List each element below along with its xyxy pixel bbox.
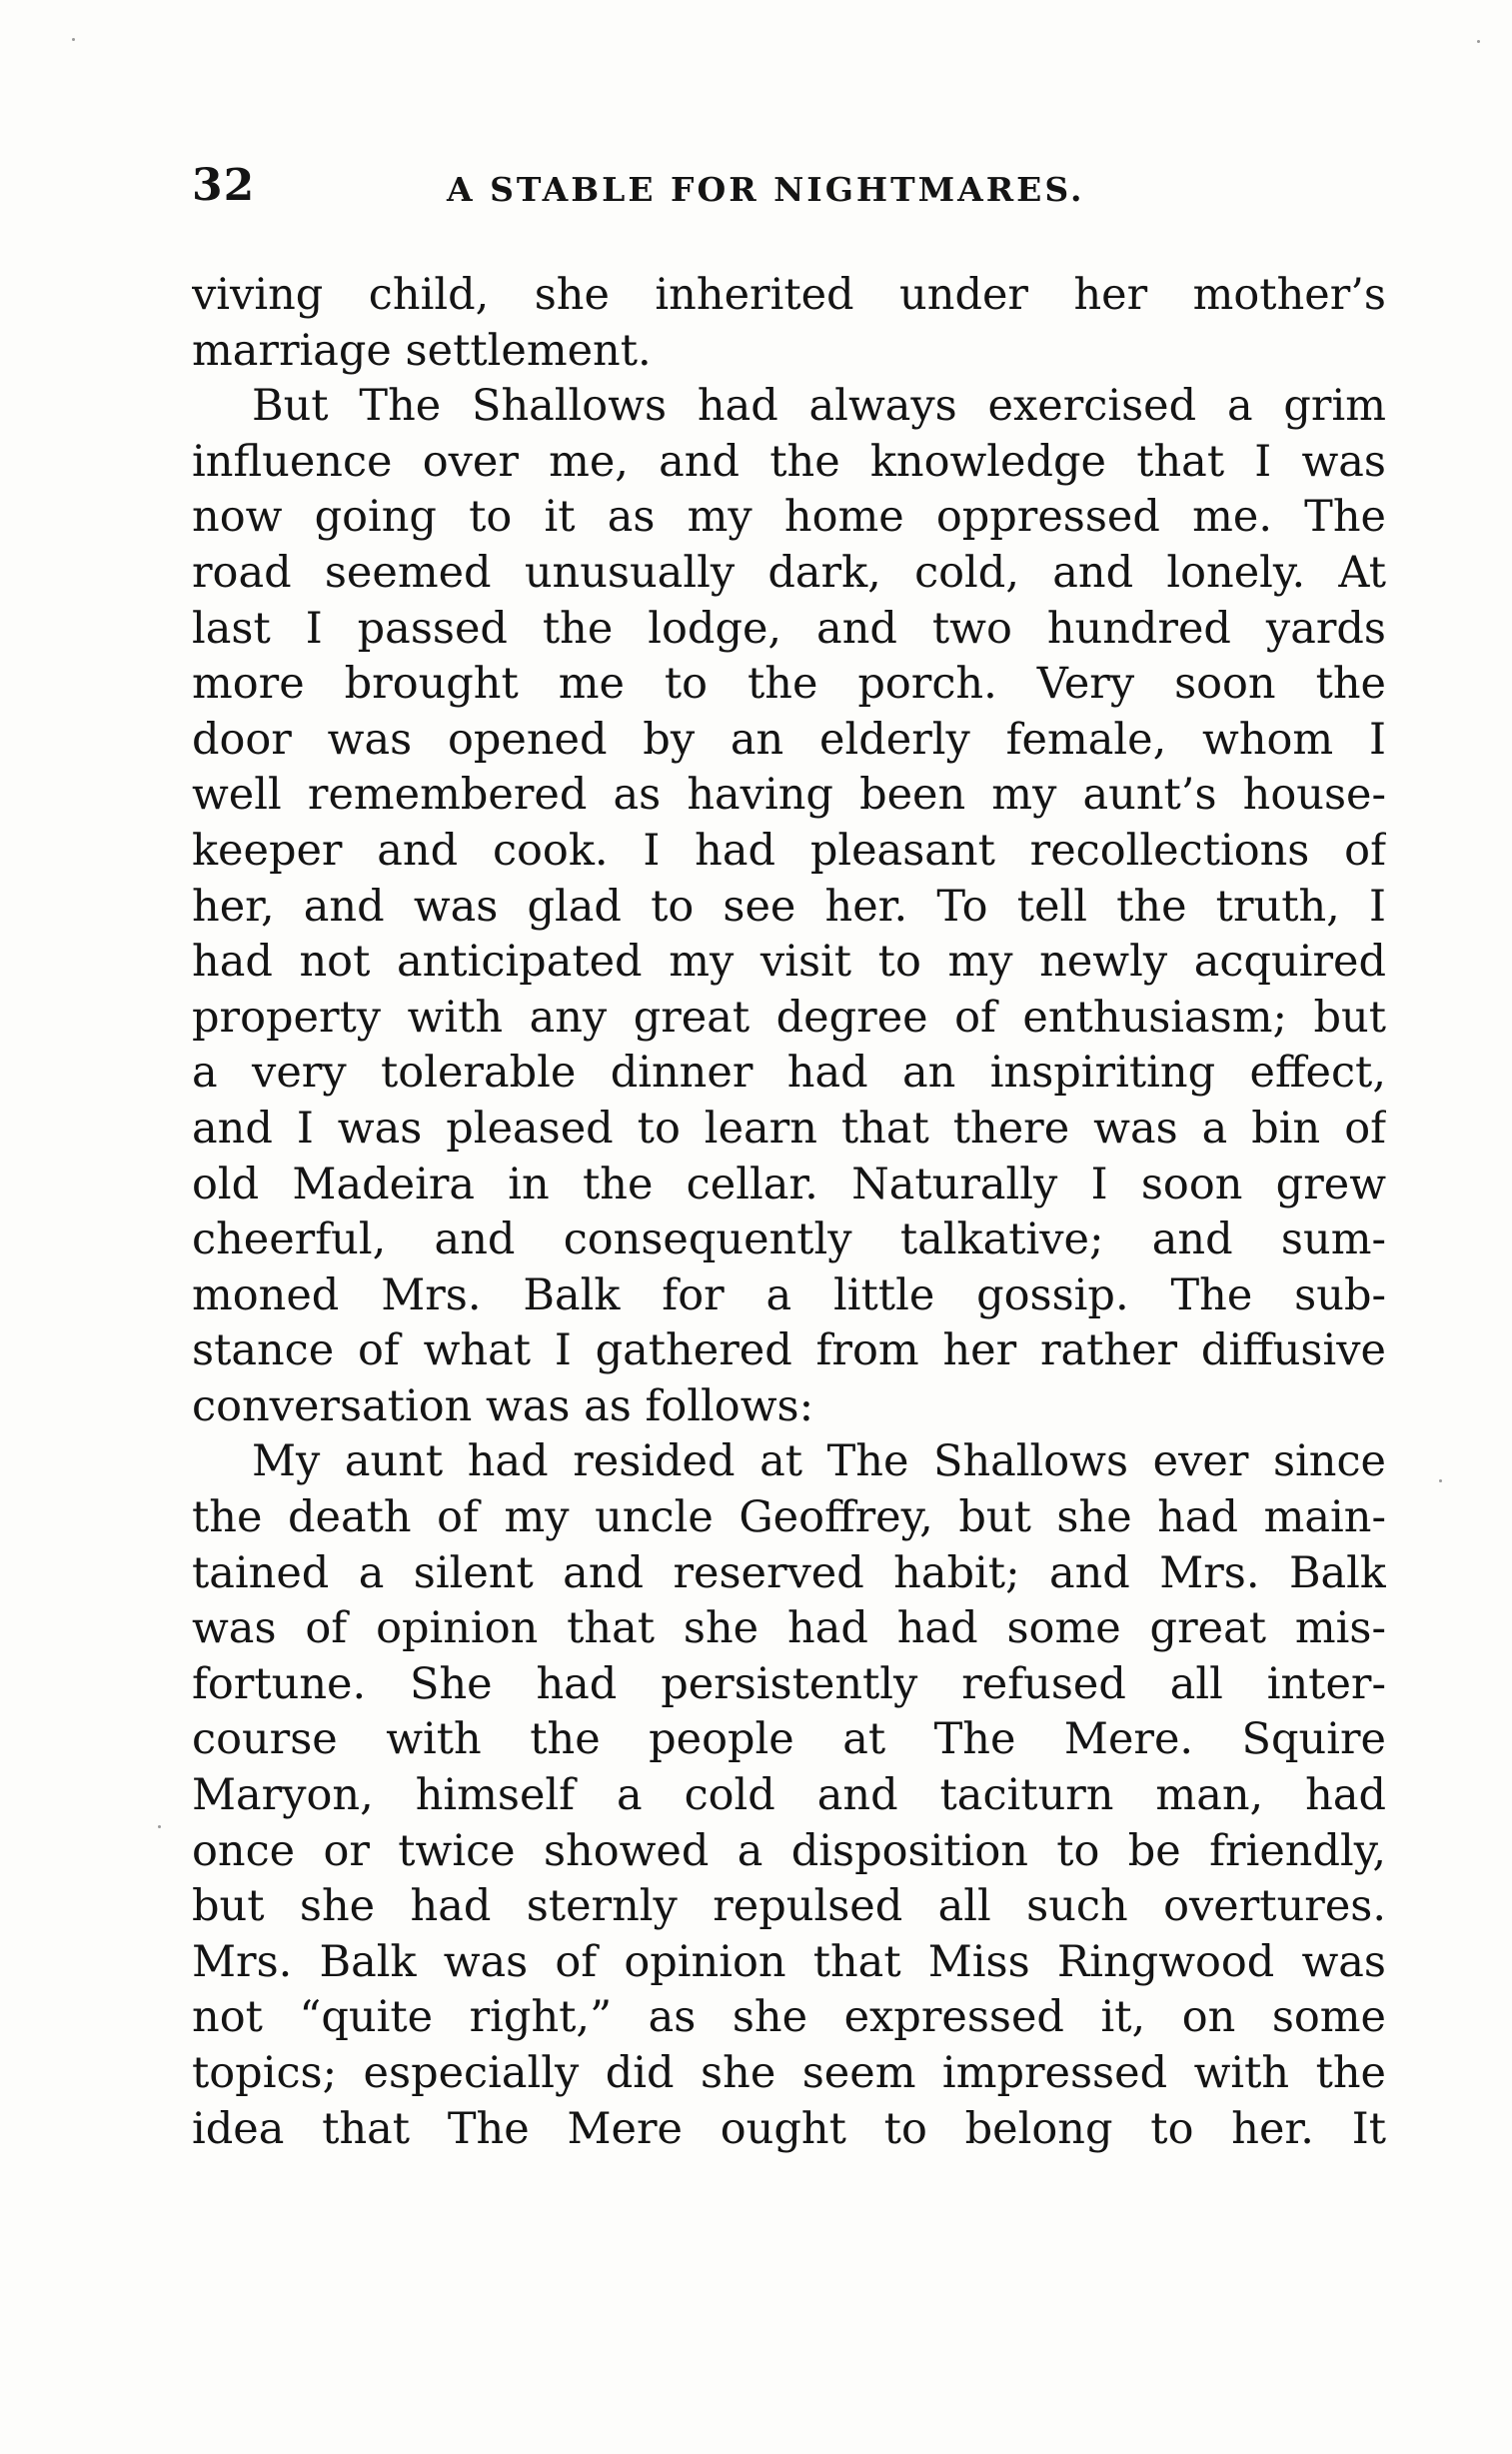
text-line: and I was pleased to learn that there was a bin of	[192, 1103, 1386, 1154]
page-header	[192, 160, 1386, 220]
page-number: 32	[192, 160, 256, 211]
text-line: But The Shallows had always exercised a grim	[252, 381, 1386, 432]
text-line: conversation was as follows:	[192, 1380, 814, 1431]
text-line: viving child, she inherited under her mother’s	[192, 270, 1386, 320]
text-line: Maryon, himself a cold and taciturn man, had	[192, 1770, 1386, 1821]
running-title: A STABLE FOR NIGHTMARES.	[447, 170, 1085, 209]
text-line: keeper and cook. I had pleasant recollections of	[192, 825, 1386, 876]
text-line: course with the people at The Mere. Squire	[192, 1714, 1386, 1765]
text-line: fortune. She had persistently refused all inter-	[192, 1658, 1386, 1709]
text-line: Mrs. Balk was of opinion that Miss Ringwood was	[192, 1936, 1386, 1987]
text-line: topics; especially did she seem impressed with the	[192, 2048, 1386, 2098]
text-line: once or twice showed a disposition to be friendly,	[192, 1825, 1386, 1876]
text-line: tained a silent and reserved habit; and Mrs. Balk	[192, 1547, 1386, 1598]
text-line: more brought me to the porch. Very soon the	[192, 659, 1386, 710]
text-line: her, and was glad to see her. To tell the truth, I	[192, 881, 1386, 932]
text-line: old Madeira in the cellar. Naturally I soon grew	[192, 1159, 1386, 1210]
text-line: now going to it as my home oppressed me. The	[192, 492, 1386, 543]
text-line: the death of my uncle Geoffrey, but she had main-	[192, 1492, 1386, 1543]
text-line: influence over me, and the knowledge that I was	[192, 436, 1386, 487]
text-line: but she had sternly repulsed all such overtures.	[192, 1881, 1386, 1932]
text-line: stance of what I gathered from her rather diffusive	[192, 1325, 1386, 1376]
paper-speck	[72, 38, 75, 41]
text-line: not “quite right,” as she expressed it, on some	[192, 1992, 1386, 2043]
text-line: cheerful, and consequently talkative; and sum-	[192, 1215, 1386, 1265]
text-line: moned Mrs. Balk for a little gossip. The sub-	[192, 1269, 1386, 1320]
text-line: was of opinion that she had had some great mis-	[192, 1603, 1386, 1654]
text-line: had not anticipated my visit to my newly acquired	[192, 937, 1386, 988]
text-line: marriage settlement.	[192, 325, 652, 376]
text-line: door was opened by an elderly female, whom I	[192, 714, 1386, 765]
paper-speck	[1439, 1479, 1442, 1482]
body-text	[192, 268, 1386, 2157]
paper-speck	[158, 1825, 161, 1828]
text-line: idea that The Mere ought to belong to her. It	[192, 2103, 1386, 2154]
text-line: road seemed unusually dark, cold, and lonely. At	[192, 547, 1386, 598]
text-line: a very tolerable dinner had an inspiriting effect,	[192, 1048, 1386, 1099]
paper-speck	[1477, 40, 1480, 43]
text-line: well remembered as having been my aunt’s house-	[192, 770, 1386, 821]
text-line: My aunt had resided at The Shallows ever since	[252, 1436, 1386, 1487]
text-line: last I passed the lodge, and two hundred yards	[192, 603, 1386, 654]
text-line: property with any great degree of enthusiasm; but	[192, 992, 1386, 1043]
